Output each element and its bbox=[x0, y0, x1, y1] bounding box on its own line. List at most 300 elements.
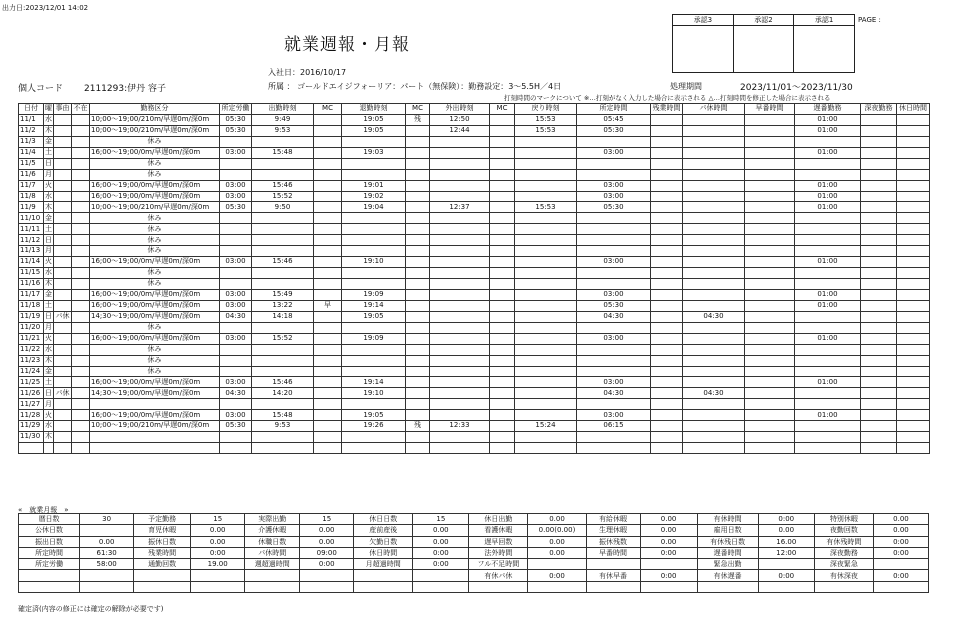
table-cell bbox=[795, 443, 861, 454]
summary-row bbox=[19, 570, 929, 581]
table-cell bbox=[745, 410, 795, 421]
table-cell: 水 bbox=[44, 268, 54, 279]
hire-date: 入社日：2016/10/17 bbox=[268, 68, 347, 77]
table-cell bbox=[406, 388, 430, 399]
table-cell bbox=[314, 388, 342, 399]
summary-label: 夜勤回数 bbox=[814, 525, 873, 536]
table-cell bbox=[745, 432, 795, 443]
summary-label: 振出日数 bbox=[19, 536, 80, 547]
table-cell bbox=[897, 443, 930, 454]
table-cell bbox=[252, 443, 314, 454]
table-cell: 01:00 bbox=[795, 180, 861, 191]
table-cell bbox=[515, 333, 577, 344]
table-cell bbox=[314, 333, 342, 344]
table-cell: 05:30 bbox=[577, 202, 651, 213]
table-cell: 06:15 bbox=[577, 421, 651, 432]
summary-label: 欠勤日数 bbox=[354, 536, 413, 547]
table-cell bbox=[795, 322, 861, 333]
table-cell bbox=[897, 355, 930, 366]
summary-value: 09:00 bbox=[300, 547, 354, 558]
table-cell bbox=[54, 289, 72, 300]
table-cell: 03:00 bbox=[220, 191, 252, 202]
table-cell bbox=[745, 147, 795, 158]
summary-value: 0.00(0.00) bbox=[528, 525, 586, 536]
table-row[interactable] bbox=[19, 300, 930, 311]
table-cell bbox=[490, 257, 515, 268]
table-cell bbox=[861, 224, 897, 235]
table-cell bbox=[490, 300, 515, 311]
table-cell bbox=[342, 224, 406, 235]
table-cell bbox=[314, 377, 342, 388]
table-row[interactable] bbox=[19, 421, 930, 432]
table-cell bbox=[430, 191, 490, 202]
table-cell bbox=[515, 224, 577, 235]
table-cell bbox=[683, 300, 745, 311]
table-cell bbox=[430, 344, 490, 355]
table-cell: 03:00 bbox=[220, 180, 252, 191]
table-cell bbox=[406, 191, 430, 202]
table-cell bbox=[430, 289, 490, 300]
table-cell: 火 bbox=[44, 180, 54, 191]
table-row[interactable] bbox=[19, 235, 930, 246]
table-cell: 03:00 bbox=[577, 410, 651, 421]
table-cell bbox=[342, 213, 406, 224]
table-cell bbox=[406, 443, 430, 454]
table-cell bbox=[252, 268, 314, 279]
table-cell: 日 bbox=[44, 388, 54, 399]
table-cell: 16;00～19;00/0m/早遅0m/深0m bbox=[90, 180, 220, 191]
summary-value: 0.00 bbox=[873, 525, 928, 536]
table-cell bbox=[683, 213, 745, 224]
summary-value: 16.00 bbox=[758, 536, 814, 547]
table-row[interactable] bbox=[19, 114, 930, 125]
summary-label: 有給休暇 bbox=[586, 514, 640, 525]
table-cell bbox=[220, 268, 252, 279]
table-cell bbox=[406, 235, 430, 246]
table-cell: 10;00～19;00/210m/早遅0m/深0m bbox=[90, 114, 220, 125]
table-row[interactable] bbox=[19, 224, 930, 235]
table-cell: 日 bbox=[44, 311, 54, 322]
table-cell bbox=[515, 257, 577, 268]
approval-1-stamp[interactable] bbox=[794, 26, 855, 73]
table-row[interactable] bbox=[19, 432, 930, 443]
column-header: 残業時間 bbox=[651, 104, 683, 115]
table-cell: 9:49 bbox=[252, 114, 314, 125]
table-row[interactable] bbox=[19, 136, 930, 147]
table-cell bbox=[72, 180, 90, 191]
table-cell bbox=[861, 136, 897, 147]
table-cell bbox=[430, 169, 490, 180]
table-cell bbox=[490, 169, 515, 180]
table-cell bbox=[430, 224, 490, 235]
table-cell bbox=[683, 235, 745, 246]
table-row[interactable] bbox=[19, 344, 930, 355]
table-cell bbox=[651, 421, 683, 432]
table-row[interactable] bbox=[19, 180, 930, 191]
table-row[interactable] bbox=[19, 279, 930, 290]
department: 所属 ： ゴールドエイジフォーリア：パート（無保険）：勤務設定：3～5.5H／4日 bbox=[268, 82, 562, 91]
page-title: 就業週報・月報 bbox=[284, 35, 410, 55]
summary-label: 早番時間 bbox=[586, 547, 640, 558]
table-cell: 12:37 bbox=[430, 202, 490, 213]
table-cell bbox=[490, 202, 515, 213]
table-cell bbox=[897, 289, 930, 300]
table-cell bbox=[683, 169, 745, 180]
approval-3-label: 承認3 bbox=[673, 15, 734, 26]
summary-value bbox=[191, 581, 245, 592]
table-cell bbox=[861, 191, 897, 202]
table-cell bbox=[745, 114, 795, 125]
summary-value: 0.00 bbox=[528, 536, 586, 547]
output-datetime: 出力日:2023/12/01 14:02 bbox=[2, 4, 89, 12]
table-cell bbox=[861, 410, 897, 421]
table-cell bbox=[683, 377, 745, 388]
table-cell bbox=[430, 432, 490, 443]
summary-label: 法外時間 bbox=[469, 547, 528, 558]
table-cell: 19:05 bbox=[342, 311, 406, 322]
table-cell bbox=[745, 322, 795, 333]
summary-value: 0.00 bbox=[640, 525, 697, 536]
summary-label: 休日日数 bbox=[354, 514, 413, 525]
table-row[interactable] bbox=[19, 322, 930, 333]
summary-value: 0.00 bbox=[191, 525, 245, 536]
table-cell: 19:05 bbox=[342, 125, 406, 136]
table-cell: 火 bbox=[44, 333, 54, 344]
table-cell bbox=[490, 158, 515, 169]
summary-label: 育児休暇 bbox=[134, 525, 191, 536]
table-cell bbox=[220, 355, 252, 366]
table-row[interactable] bbox=[19, 399, 930, 410]
table-cell: 11/24 bbox=[19, 366, 44, 377]
table-row[interactable] bbox=[19, 246, 930, 257]
mark-note: 打刻時間のマークについて ※…打刻がなく入力した場合に表示される △…打刻時間を修正した場合に表示される bbox=[504, 94, 831, 102]
table-cell bbox=[490, 213, 515, 224]
summary-value: 0.00 bbox=[640, 536, 697, 547]
table-cell bbox=[314, 114, 342, 125]
summary-label bbox=[354, 581, 413, 592]
summary-value: 15 bbox=[300, 514, 354, 525]
page-label: PAGE : bbox=[858, 16, 881, 24]
summary-label: 通勤回数 bbox=[134, 559, 191, 570]
table-cell bbox=[861, 377, 897, 388]
approval-box bbox=[672, 14, 855, 73]
table-cell bbox=[252, 366, 314, 377]
table-cell: 休み bbox=[90, 136, 220, 147]
summary-label: 深夜緊急 bbox=[814, 559, 873, 570]
table-cell bbox=[897, 147, 930, 158]
table-cell bbox=[490, 388, 515, 399]
approval-3-stamp[interactable] bbox=[673, 26, 734, 73]
table-cell bbox=[490, 355, 515, 366]
table-cell: 03:00 bbox=[577, 147, 651, 158]
table-cell: 15:53 bbox=[515, 114, 577, 125]
table-cell bbox=[252, 235, 314, 246]
table-cell bbox=[490, 147, 515, 158]
table-cell bbox=[252, 432, 314, 443]
table-cell: 01:00 bbox=[795, 257, 861, 268]
table-row[interactable] bbox=[19, 289, 930, 300]
summary-label: 有休時間 bbox=[697, 514, 758, 525]
table-row[interactable] bbox=[19, 377, 930, 388]
table-cell bbox=[406, 268, 430, 279]
table-cell bbox=[861, 432, 897, 443]
table-cell bbox=[44, 443, 54, 454]
table-row[interactable] bbox=[19, 410, 930, 421]
table-cell bbox=[430, 322, 490, 333]
table-cell bbox=[490, 322, 515, 333]
table-cell bbox=[72, 399, 90, 410]
table-cell bbox=[406, 333, 430, 344]
table-cell: 01:00 bbox=[795, 191, 861, 202]
table-cell bbox=[745, 443, 795, 454]
summary-label: 深夜勤務 bbox=[814, 547, 873, 558]
table-cell: 土 bbox=[44, 300, 54, 311]
summary-row bbox=[19, 581, 929, 592]
table-cell: 11/30 bbox=[19, 432, 44, 443]
table-cell: 19:02 bbox=[342, 191, 406, 202]
table-cell: 休み bbox=[90, 322, 220, 333]
table-cell: 火 bbox=[44, 410, 54, 421]
summary-value bbox=[191, 570, 245, 581]
table-cell: 11/4 bbox=[19, 147, 44, 158]
table-cell bbox=[220, 322, 252, 333]
table-cell bbox=[651, 333, 683, 344]
table-cell bbox=[54, 213, 72, 224]
table-cell bbox=[252, 224, 314, 235]
summary-value: 15 bbox=[413, 514, 469, 525]
column-header: 外出時刻 bbox=[430, 104, 490, 115]
table-cell bbox=[406, 136, 430, 147]
summary-row bbox=[19, 559, 929, 570]
table-row[interactable] bbox=[19, 213, 930, 224]
table-row[interactable] bbox=[19, 147, 930, 158]
approval-2-stamp[interactable] bbox=[733, 26, 794, 73]
table-cell bbox=[54, 235, 72, 246]
table-cell bbox=[861, 268, 897, 279]
table-cell bbox=[515, 432, 577, 443]
summary-value bbox=[80, 525, 134, 536]
table-cell bbox=[406, 202, 430, 213]
table-cell bbox=[861, 333, 897, 344]
column-header: 戻り時刻 bbox=[515, 104, 577, 115]
summary-value: 0:00 bbox=[413, 559, 469, 570]
summary-value bbox=[413, 581, 469, 592]
table-row[interactable] bbox=[19, 268, 930, 279]
table-cell bbox=[72, 300, 90, 311]
table-cell bbox=[252, 399, 314, 410]
table-cell: 月 bbox=[44, 169, 54, 180]
table-cell bbox=[54, 300, 72, 311]
table-cell bbox=[54, 114, 72, 125]
table-cell: 19:05 bbox=[342, 410, 406, 421]
table-cell: 19:03 bbox=[342, 147, 406, 158]
table-cell: 休み bbox=[90, 213, 220, 224]
table-cell bbox=[54, 202, 72, 213]
table-cell: 19:26 bbox=[342, 421, 406, 432]
table-cell bbox=[651, 136, 683, 147]
table-cell bbox=[683, 246, 745, 257]
table-cell bbox=[745, 180, 795, 191]
table-cell bbox=[54, 410, 72, 421]
table-cell bbox=[745, 136, 795, 147]
summary-value: 30 bbox=[80, 514, 134, 525]
table-cell bbox=[72, 202, 90, 213]
table-cell: 03:00 bbox=[577, 377, 651, 388]
table-cell: 15:53 bbox=[515, 125, 577, 136]
table-cell bbox=[683, 421, 745, 432]
table-cell bbox=[577, 322, 651, 333]
table-cell: 03:00 bbox=[577, 191, 651, 202]
table-cell bbox=[54, 246, 72, 257]
column-header: 不在 bbox=[72, 104, 90, 115]
table-cell bbox=[683, 344, 745, 355]
table-cell bbox=[651, 279, 683, 290]
table-cell: 水 bbox=[44, 421, 54, 432]
table-row[interactable] bbox=[19, 311, 930, 322]
summary-label bbox=[19, 581, 80, 592]
table-cell: 05:30 bbox=[220, 202, 252, 213]
table-cell bbox=[342, 432, 406, 443]
table-cell: 16;00～19;00/0m/早遅0m/深0m bbox=[90, 191, 220, 202]
table-cell bbox=[314, 213, 342, 224]
table-row[interactable] bbox=[19, 191, 930, 202]
table-cell: 04:30 bbox=[683, 311, 745, 322]
table-cell bbox=[795, 246, 861, 257]
table-cell bbox=[795, 268, 861, 279]
table-cell bbox=[72, 289, 90, 300]
table-cell bbox=[314, 169, 342, 180]
table-cell bbox=[54, 366, 72, 377]
table-cell bbox=[252, 213, 314, 224]
table-row[interactable] bbox=[19, 333, 930, 344]
personal-code-value: 2111293:伊丹 容子 bbox=[84, 84, 166, 94]
table-header-row bbox=[19, 104, 930, 115]
table-cell bbox=[342, 399, 406, 410]
summary-value: 0:00 bbox=[413, 547, 469, 558]
table-cell: 休み bbox=[90, 344, 220, 355]
table-cell bbox=[490, 289, 515, 300]
table-cell bbox=[72, 311, 90, 322]
table-cell bbox=[72, 213, 90, 224]
table-cell bbox=[515, 180, 577, 191]
summary-value: 12:00 bbox=[758, 547, 814, 558]
table-cell bbox=[651, 300, 683, 311]
table-row[interactable] bbox=[19, 443, 930, 454]
table-cell bbox=[72, 443, 90, 454]
table-cell bbox=[515, 322, 577, 333]
table-cell bbox=[861, 158, 897, 169]
summary-label bbox=[245, 581, 300, 592]
table-cell bbox=[683, 410, 745, 421]
summary-label: 振休残数 bbox=[586, 536, 640, 547]
table-cell bbox=[651, 366, 683, 377]
table-cell bbox=[342, 246, 406, 257]
table-cell bbox=[72, 355, 90, 366]
table-cell bbox=[577, 213, 651, 224]
table-cell: 11/11 bbox=[19, 224, 44, 235]
table-cell bbox=[430, 410, 490, 421]
table-cell bbox=[515, 311, 577, 322]
summary-row bbox=[19, 536, 929, 547]
table-cell bbox=[651, 432, 683, 443]
table-cell: パ休 bbox=[54, 388, 72, 399]
column-header: 退勤時刻 bbox=[342, 104, 406, 115]
table-cell bbox=[683, 268, 745, 279]
table-cell bbox=[406, 399, 430, 410]
table-cell bbox=[897, 344, 930, 355]
table-row[interactable] bbox=[19, 355, 930, 366]
summary-label: 振休日数 bbox=[134, 536, 191, 547]
table-cell bbox=[745, 246, 795, 257]
table-cell bbox=[651, 388, 683, 399]
table-cell bbox=[515, 443, 577, 454]
table-cell bbox=[490, 268, 515, 279]
table-cell bbox=[515, 235, 577, 246]
table-cell bbox=[72, 246, 90, 257]
table-cell bbox=[430, 136, 490, 147]
table-cell bbox=[515, 377, 577, 388]
table-cell bbox=[54, 279, 72, 290]
summary-label: 有休残日数 bbox=[697, 536, 758, 547]
table-row[interactable] bbox=[19, 257, 930, 268]
table-row[interactable] bbox=[19, 158, 930, 169]
table-cell bbox=[220, 136, 252, 147]
table-cell bbox=[490, 366, 515, 377]
table-cell bbox=[314, 279, 342, 290]
table-cell bbox=[795, 421, 861, 432]
table-cell bbox=[745, 257, 795, 268]
table-cell bbox=[314, 322, 342, 333]
table-cell bbox=[490, 410, 515, 421]
summary-value: 0.00 bbox=[528, 514, 586, 525]
summary-label bbox=[697, 581, 758, 592]
table-cell: 月 bbox=[44, 399, 54, 410]
approval-1-label: 承認1 bbox=[794, 15, 855, 26]
table-cell bbox=[72, 147, 90, 158]
summary-row bbox=[19, 514, 929, 525]
table-cell bbox=[577, 399, 651, 410]
table-cell bbox=[861, 213, 897, 224]
summary-value bbox=[300, 581, 354, 592]
table-cell bbox=[72, 377, 90, 388]
table-row[interactable] bbox=[19, 169, 930, 180]
summary-value bbox=[640, 581, 697, 592]
table-cell bbox=[406, 289, 430, 300]
table-row[interactable] bbox=[19, 366, 930, 377]
table-cell bbox=[861, 235, 897, 246]
table-cell bbox=[745, 366, 795, 377]
table-cell bbox=[745, 125, 795, 136]
table-cell bbox=[745, 202, 795, 213]
summary-label: 有休遅番 bbox=[697, 570, 758, 581]
table-cell bbox=[683, 114, 745, 125]
table-row[interactable] bbox=[19, 388, 930, 399]
table-cell bbox=[220, 443, 252, 454]
table-cell bbox=[430, 388, 490, 399]
summary-value: 0:00 bbox=[758, 570, 814, 581]
table-cell bbox=[745, 355, 795, 366]
table-cell: 10;00～19;00/210m/早遅0m/深0m bbox=[90, 202, 220, 213]
table-cell bbox=[683, 399, 745, 410]
table-cell bbox=[430, 333, 490, 344]
table-cell bbox=[314, 399, 342, 410]
table-cell bbox=[314, 180, 342, 191]
table-cell bbox=[897, 388, 930, 399]
table-row[interactable] bbox=[19, 125, 930, 136]
table-cell bbox=[683, 136, 745, 147]
table-row[interactable] bbox=[19, 202, 930, 213]
period-label: 処理期間 bbox=[670, 82, 702, 91]
